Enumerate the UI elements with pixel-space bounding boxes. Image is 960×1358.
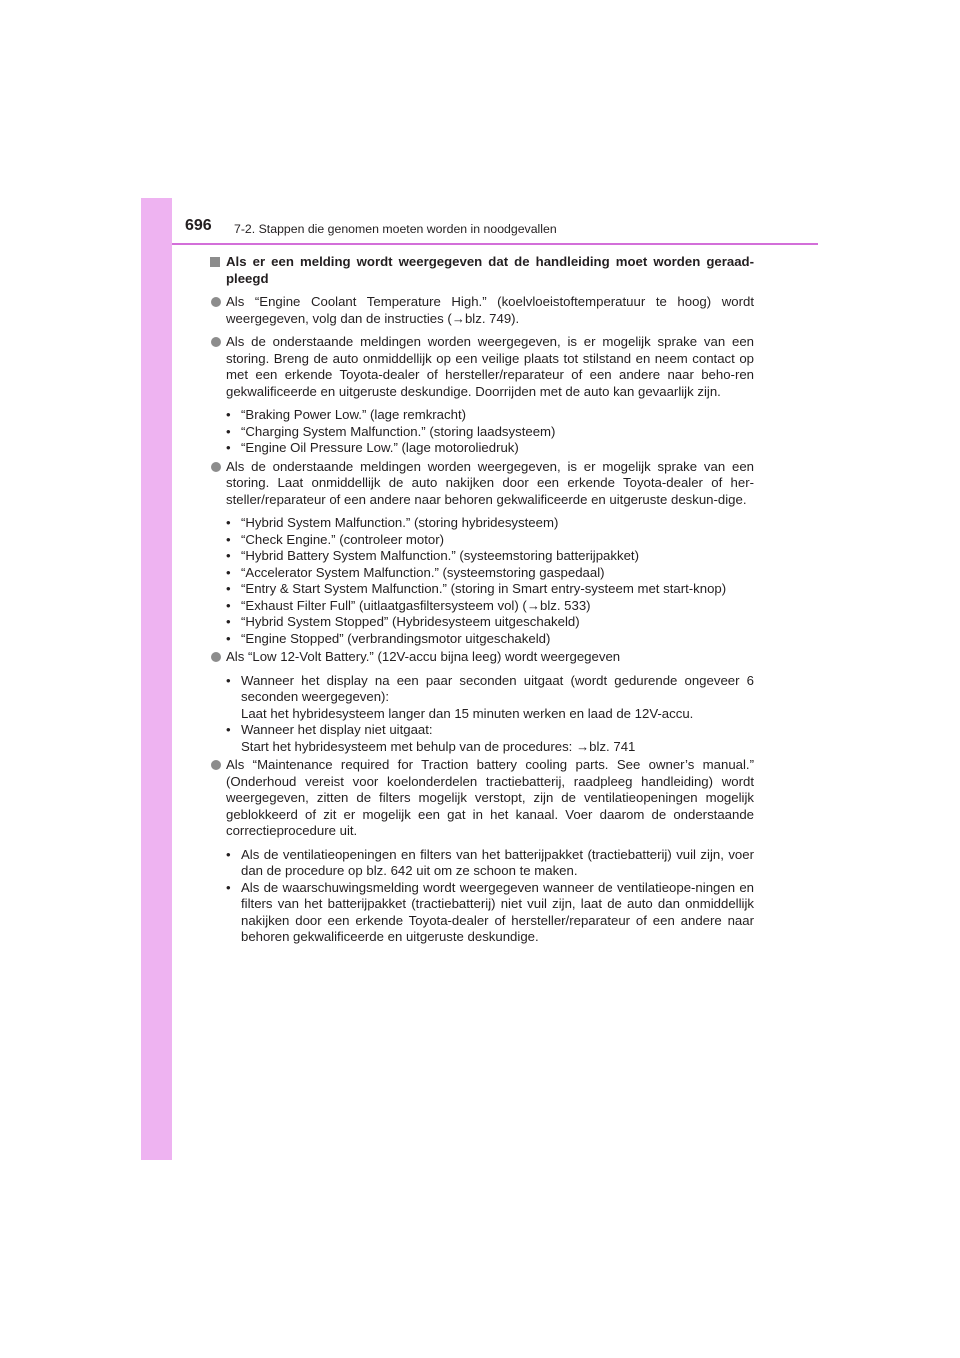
paragraph-malfunction-stop — [210, 334, 754, 400]
list-item: • “Entry & Start System Malfunction.” (storing in Smart entry-systeem met start-knop) — [226, 581, 727, 596]
circle-bullet-icon — [211, 337, 221, 347]
page-sidebar-tab — [141, 198, 172, 1160]
paragraph-text: Als de onderstaande meldingen worden weergegeven, is er mogelijk sprake van een storing. Laat onmiddellijk de auto nakijken door een erkende Toyota-dealer of her-steller/reparateur of een andere naar behoren gekwalificeerde en uitgeruste deskun-dige. — [226, 458, 754, 507]
circle-bullet-icon — [211, 760, 221, 770]
warning-list-stop — [210, 407, 754, 457]
list-item: • “Engine Stopped” (verbrandingsmotor uitgeschakeld) — [226, 630, 551, 646]
paragraph-low-battery — [210, 649, 754, 666]
header-background — [172, 198, 816, 243]
circle-bullet-icon — [211, 652, 221, 662]
header-rule — [172, 243, 818, 245]
list-item: • Als de waarschuwingsmelding wordt weergegeven wanneer de ventilatieope-ningen en filters van het batterijpakket (tractiebatterij) niet vuil zijn, laat de auto dan onmiddellijk nakijken door een erkende Toyota-dealer of hersteller/reparateur of een andere naar behoren gekwalificeerde en uitgeruste deskundige. — [226, 879, 754, 944]
list-item: • “Engine Oil Pressure Low.” (lage motoroliedruk) — [226, 440, 519, 455]
list-item: • “Braking Power Low.” (lage remkracht) — [226, 407, 466, 422]
paragraph-text: Als “Low 12-Volt Battery.” (12V-accu bijna leeg) wordt weergegeven — [226, 649, 621, 664]
paragraph-coolant — [210, 294, 754, 327]
list-item: • “Exhaust Filter Full” (uitlaatgasfiltersysteem vol) (→blz. 533) — [226, 597, 591, 613]
list-item: • “Charging System Malfunction.” (storing laadsysteem) — [226, 423, 556, 439]
list-item: • Wanneer het display na een paar seconden uitgaat (wordt gedurende ongeveer 6 seconden weergegeven): Laat het hybridesysteem langer dan 15 minuten werken en laad de 12V-accu. — [226, 672, 754, 721]
traction-battery-list — [210, 847, 754, 946]
battery-steps-list — [210, 673, 754, 756]
section-title: 7-2. Stappen die genomen moeten worden in noodgevallen — [234, 222, 557, 236]
list-item: • “Check Engine.” (controleer motor) — [226, 531, 445, 547]
list-item: • “Accelerator System Malfunction.” (systeemstoring gaspedaal) — [226, 564, 605, 580]
circle-bullet-icon — [211, 297, 221, 307]
paragraph-text: Als “Maintenance required for Traction battery cooling parts. See owner’s manual.” (Onderhoud vereist voor koelonderdelen tractiebatterij, raadpleeg handleiding) wordt weergegeven, zitten de filters mogelijk verstopt, zijn de ventilatieopeningen mogelijk geblokkeerd of zit er mogelijk een gat in het kanaal. Voer daarom de onderstaande correctieprocedure uit. — [226, 757, 754, 838]
section-heading — [210, 254, 754, 287]
list-item: • “Hybrid Battery System Malfunction.” (systeemstoring batterijpakket) — [226, 548, 639, 563]
list-item: • Wanneer het display niet uitgaat: Start het hybridesysteem met behulp van de procedures: →blz. 741 — [226, 722, 636, 754]
circle-bullet-icon — [211, 462, 221, 472]
list-item: • Als de ventilatieopeningen en filters van het batterijpakket (tractiebatterij) vuil zijn, voer dan de procedure op blz. 642 uit om ze schoon te maken. — [226, 846, 754, 878]
list-item: • “Hybrid System Malfunction.” (storing hybridesysteem) — [226, 515, 559, 530]
paragraph-text: Als de onderstaande meldingen worden weergegeven, is er mogelijk sprake van een storing. Breng de auto onmiddellijk op een veilige plaats tot stilstand en neem contact op met een erkende Toyota-dealer of hersteller/reparateur of een andere naar beho-ren gekwalificeerde en uitgeruste deskundige. Doorrijden met de auto kan gevaarlijk zijn. — [226, 334, 754, 399]
page-content — [210, 254, 754, 946]
paragraph-text: Als “Engine Coolant Temperature High.” (koelvloeistoftemperatuur te hoog) wordt weergegeven, volg dan de instructies (→blz. 749). — [226, 294, 754, 326]
list-item: • “Hybrid System Stopped” (Hybridesysteem uitgeschakeld) — [226, 614, 580, 629]
paragraph-malfunction-check — [210, 459, 754, 509]
square-bullet-icon — [210, 257, 220, 267]
page-number: 696 — [185, 217, 212, 234]
paragraph-traction-battery — [210, 757, 754, 840]
warning-list-check — [210, 515, 754, 647]
section-heading-text: Als er een melding wordt weergegeven dat de handleiding moet worden geraad-pleegd — [226, 254, 754, 286]
